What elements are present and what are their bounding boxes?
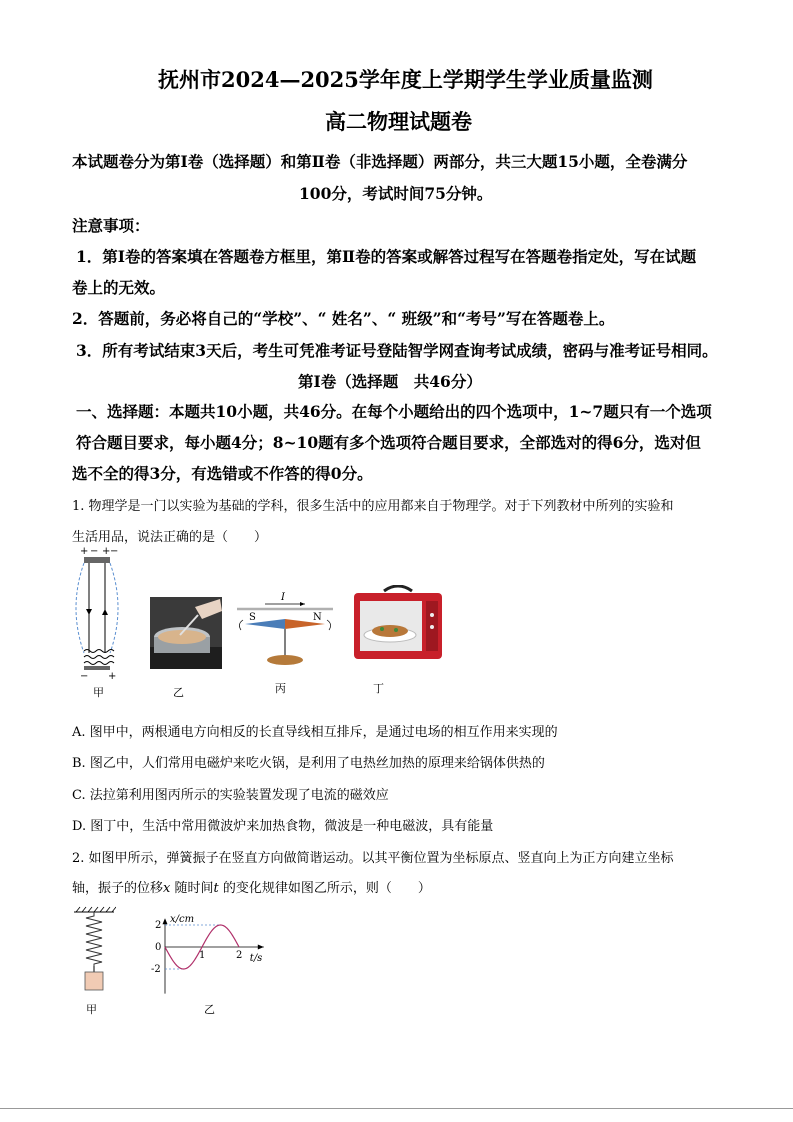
page-title: 抚州市2024—2025学年度上学期学生学业质量监测 — [158, 67, 653, 92]
q1-fig-label-jia: 甲 — [93, 686, 104, 699]
food-icon — [372, 625, 408, 637]
y-tick-1: 0 — [155, 942, 162, 953]
x-tick-0: 1 — [199, 950, 206, 961]
wire-plus-bottom: + — [108, 671, 117, 682]
intro-line-1: 本试题卷分为第Ⅰ卷（选择题）和第Ⅱ卷（非选择题）两部分，共三大题15小题，全卷满分 — [72, 152, 688, 171]
top-bar — [84, 557, 110, 563]
stand-base — [267, 655, 303, 665]
ceiling-hatch — [76, 907, 116, 912]
q1-stem-line-2: 生活用品，说法正确的是（ ） — [72, 530, 268, 545]
notes-item-1-cont: 卷上的无效。 — [72, 278, 166, 297]
section-instructions-3: 选不全的得3分，有选错或不作答的得0分。 — [72, 464, 373, 483]
q1-figure-jia — [72, 545, 128, 685]
x-axis-label: t/s — [249, 953, 263, 964]
oscillator-block — [85, 972, 103, 990]
q1-option-b[interactable]: B. 图乙中，人们常用电磁炉来吃火锅，是利用了电热丝加热的原理来给锅体供热的 — [72, 756, 545, 771]
rotation-arrow-left — [239, 620, 243, 630]
right-arrow — [102, 609, 108, 615]
wire-minus-top: − — [90, 546, 99, 557]
left-arrow — [86, 609, 92, 615]
rotation-arrow-right — [327, 620, 331, 630]
notes-item-1: 1．第Ⅰ卷的答案填在答题卷方框里，第Ⅱ卷的答案或解答过程写在答题卷指定处，写在试题 — [76, 247, 697, 266]
q2-fig-label-yi: 乙 — [204, 1003, 215, 1016]
section-instructions-2: 符合题目要求，每小题4分；8~10题有多个选项符合题目要求，全部选对的得6分，选对但 — [76, 433, 701, 452]
south-pole-label: S — [249, 612, 256, 623]
q2-stem-line-1: 2. 如图甲所示，弹簧振子在竖直方向做简谐运动。以其平衡位置为坐标原点、竖直向上为正方向建立坐标 — [72, 851, 674, 866]
y-axis-arrow — [163, 918, 168, 924]
spring-icon — [86, 912, 102, 966]
q1-figure-yi — [150, 597, 222, 669]
page-bottom-rule — [0, 1108, 793, 1109]
page-subtitle: 高二物理试题卷 — [325, 109, 472, 134]
y-tick-2: -2 — [151, 964, 161, 975]
section-instructions-1: 一、选择题：本题共10小题，共46分。在每个小题给出的四个选项中，1~7题只有一个选项 — [76, 402, 712, 421]
y-tick-0: 2 — [155, 920, 162, 931]
wire-minus-bottom: − — [80, 671, 89, 682]
q1-fig-label-bing: 丙 — [275, 682, 286, 695]
x-axis-arrow — [258, 945, 264, 950]
field-line-right — [110, 563, 118, 653]
notes-item-2: 2．答题前，务必将自己的“学校”、“ 姓名”、“ 班级”和“考号”写在答题卷上。 — [72, 309, 615, 328]
q1-fig-label-yi: 乙 — [173, 686, 184, 699]
q1-figure-bing — [235, 588, 335, 672]
microwave-handle-icon — [384, 586, 412, 591]
q1-stem-line-1: 1. 物理学是一门以实验为基础的学科，很多生活中的应用都来自于物理学。对于下列教材中所列的实验和 — [72, 499, 674, 514]
q2-figure-jia — [72, 904, 116, 1000]
q2-fig-label-jia: 甲 — [86, 1003, 97, 1016]
intro-line-2: 100分，考试时间75分钟。 — [299, 184, 493, 203]
q2-xt-graph — [145, 900, 275, 996]
bottom-bar — [84, 666, 110, 670]
current-label: I — [281, 592, 285, 603]
q1-figure-ding — [352, 585, 444, 661]
control-button-icon — [430, 613, 434, 617]
wire-minus-top-right: − — [110, 546, 119, 557]
field-line-left — [76, 563, 84, 653]
y-axis-label: x/cm — [170, 914, 195, 926]
q1-option-d[interactable]: D. 图丁中，生活中常用微波炉来加热食物，微波是一种电磁波，具有能量 — [72, 819, 494, 834]
q1-option-c[interactable]: C. 法拉第利用图丙所示的实验装置发现了电流的磁效应 — [72, 788, 389, 803]
wire-plus-top-left: + — [80, 546, 89, 557]
current-arrow-head — [300, 602, 305, 606]
north-pole-label: N — [313, 612, 322, 623]
notes-heading: 注意事项： — [72, 216, 150, 235]
wire-plus-top: + — [102, 546, 111, 557]
q1-option-a[interactable]: A. 图甲中，两根通电方向相反的长直导线相互排斥，是通过电场的相互作用来实现的 — [72, 725, 558, 740]
q1-fig-label-ding: 丁 — [373, 682, 384, 695]
x-tick-1: 2 — [236, 950, 243, 961]
q2-stem-line-2: 轴，振子的位移x 随时间t 的变化规律如图乙所示，则（ ） — [72, 881, 431, 896]
section-title: 第Ⅰ卷（选择题 共46分） — [298, 372, 482, 391]
notes-item-3: 3．所有考试结束3天后，考生可凭准考证号登陆智学网查询考试成绩，密码与准考证号相同。 — [76, 341, 718, 360]
